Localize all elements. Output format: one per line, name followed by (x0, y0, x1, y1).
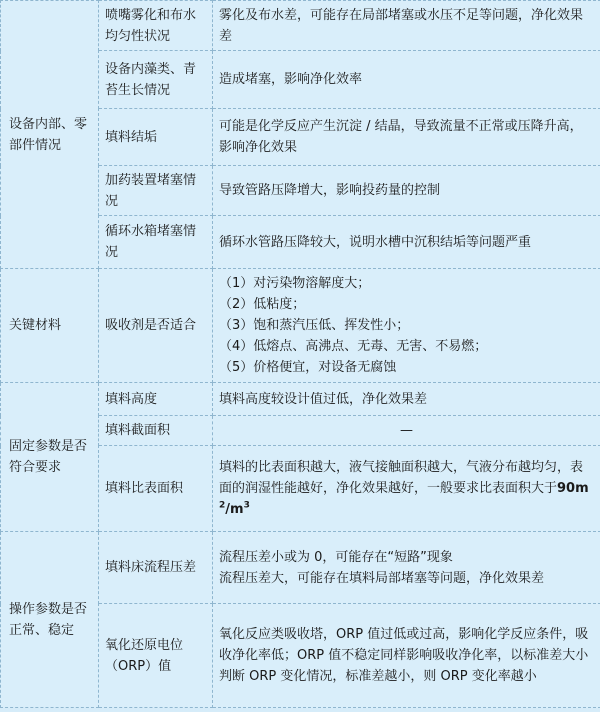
category-internal: 设备内部、零部件情况 (1, 1, 99, 269)
absorbent-criterion-4: （4）低熔点、高沸点、无毒、无害、不易燃； (219, 339, 488, 354)
absorbent-criterion-2: （2）低粘度； (219, 297, 306, 312)
desc-dosing: 导致管路压降增大，影响投药量的控制 (213, 166, 600, 216)
desc-pressure (213, 532, 600, 604)
desc-absorbent (213, 269, 600, 383)
item-area: 填料截面积 (99, 416, 213, 446)
table-row (1, 383, 600, 416)
absorbent-criterion-1: （1）对污染物溶解度大； (219, 276, 371, 291)
item-absorbent: 吸收剂是否适合 (99, 269, 213, 383)
surface-text: 填料的比表面积越大，液气接触面积越大，气液分布越均匀，表面的润湿性能越好，净化效果越好，一般要求比表面积大于 (219, 460, 584, 496)
desc-spray: 雾化及布水差，可能存在局部堵塞或水压不足等问题，净化效果差 (213, 1, 600, 51)
table-row (1, 532, 600, 604)
category-fixed: 固定参数是否符合要求 (1, 383, 99, 532)
desc-tank: 循环水管路压降较大，说明水槽中沉积结垢等问题严重 (213, 216, 600, 269)
item-pressure: 填料床流程压差 (99, 532, 213, 604)
category-operation: 操作参数是否正常、稳定 (1, 532, 99, 708)
desc-algae: 造成堵塞，影响净化效率 (213, 51, 600, 109)
desc-height: 填料高度较设计值过低，净化效果差 (213, 383, 600, 416)
item-dosing: 加药装置堵塞情况 (99, 166, 213, 216)
table-row (1, 269, 600, 383)
pressure-line-1: 流程压差小或为 0，可能存在“短路”现象 (219, 549, 453, 565)
item-scale: 填料结垢 (99, 109, 213, 166)
desc-scale: 可能是化学反应产生沉淀 / 结晶，导致流量不正常或压降升高，影响净化效果 (213, 109, 600, 166)
desc-surface (213, 446, 600, 532)
pressure-line-2: 流程压差大，可能存在填料局部堵塞等问题，净化效果差 (219, 570, 545, 586)
item-spray: 喷嘴雾化和布水均匀性状况 (99, 1, 213, 51)
item-height: 填料高度 (99, 383, 213, 416)
item-algae: 设备内藻类、青苔生长情况 (99, 51, 213, 109)
item-surface: 填料比表面积 (99, 446, 213, 532)
absorbent-criterion-5: （5）价格便宜，对设备无腐蚀 (219, 360, 397, 375)
surface-value: $90m^2/m^3$ (219, 481, 589, 517)
desc-area: — (213, 416, 600, 446)
category-materials: 关键材料 (1, 269, 99, 383)
absorbent-criterion-3: （3）饱和蒸汽压低、挥发性小； (219, 318, 410, 333)
item-orp: 氧化还原电位（ORP）值 (99, 604, 213, 708)
desc-orp: 氧化反应类吸收塔，ORP 值过低或过高，影响化学反应条件，吸收净化率低；ORP 值不稳定同样影响吸收净化率，以标准差大小判断 ORP 变化情况，标准差越小，则 ORP 变化率越小 (213, 604, 600, 708)
item-tank: 循环水箱堵塞情况 (99, 216, 213, 269)
table-row (1, 1, 600, 51)
